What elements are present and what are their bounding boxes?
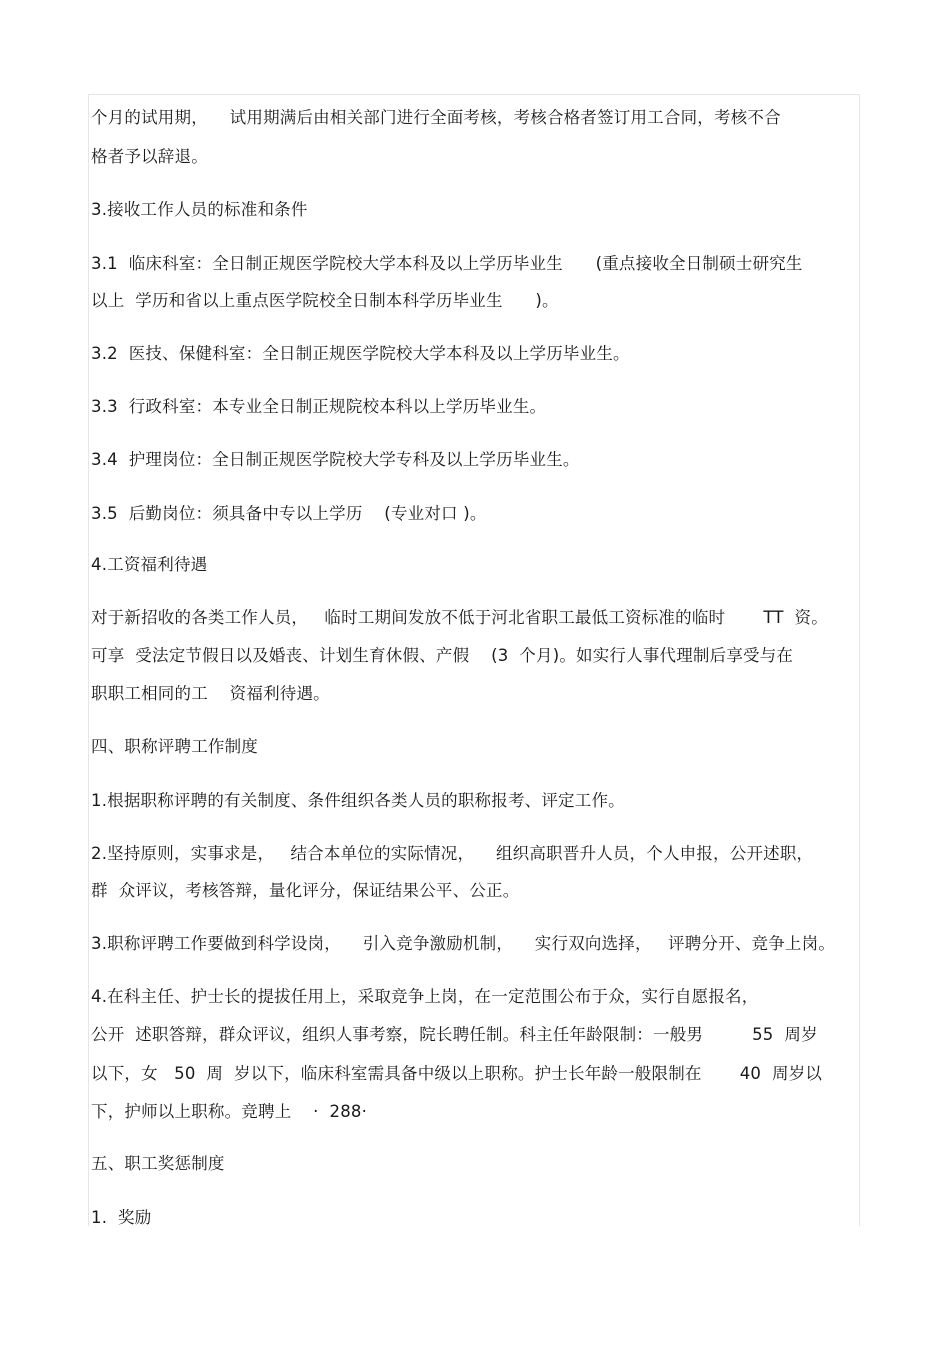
text-line: 3.1 临床科室：全日制正规医学院校大学本科及以上学历毕业生 (重点接收全日制硕士研究生 xyxy=(91,254,803,273)
chapter-heading: 四、职称评聘工作制度 xyxy=(91,737,258,756)
text-line: 以下，女 50 周 岁以下，临床科室需具备中级以上职称。护士长年龄一般限制在 40 周岁以 xyxy=(91,1064,823,1083)
chapter-heading: 五、职工奖惩制度 xyxy=(91,1154,225,1173)
section-heading: 3.接收工作人员的标准和条件 xyxy=(91,200,308,219)
text-line: 公开 述职答辩，群众评议，组织人事考察，院长聘任制。科主任年龄限制：一般男 55 周岁 xyxy=(91,1025,818,1044)
text-line: 以上 学历和省以上重点医学院校全日制本科学历毕业生 )。 xyxy=(91,291,559,310)
text-line: 3.职称评聘工作要做到科学设岗， 引入竞争激励机制， 实行双向选择， 评聘分开、竞争上岗。 xyxy=(91,934,836,953)
section-heading: 1. 奖励 xyxy=(91,1208,152,1227)
text-line: 3.2 医技、保健科室：全日制正规医学院校大学本科及以上学历毕业生。 xyxy=(91,344,630,363)
text-line: 4.在科主任、护士长的提拔任用上，采取竞争上岗，在一定范围公布于众，实行自愿报名， xyxy=(91,987,759,1006)
text-line: 对于新招收的各类工作人员， 临时工期间发放不低于河北省职工最低工资标准的临时 TT 资。 xyxy=(91,608,828,627)
text-line: 3.3 行政科室：本专业全日制正规院校本科以上学历毕业生。 xyxy=(91,397,547,416)
text-line: 个月的试用期， 试用期满后由相关部门进行全面考核，考核合格者签订用工合同，考核不合 xyxy=(91,108,781,127)
text-line: 3.5 后勤岗位：须具备中专以上学历 (专业对口 )。 xyxy=(91,504,487,523)
text-line: 下，护师以上职称。竞聘上 · 288· xyxy=(91,1102,368,1121)
text-line: 3.4 护理岗位：全日制正规医学院校大学专科及以上学历毕业生。 xyxy=(91,450,580,469)
text-line: 可享 受法定节假日以及婚丧、计划生育休假、产假 (3 个月)。如实行人事代理制后享受与在 xyxy=(91,646,794,665)
text-line: 1.根据职称评聘的有关制度、条件组织各类人员的职称报考、评定工作。 xyxy=(91,791,625,810)
text-line: 职职工相同的工 资福利待遇。 xyxy=(91,684,330,703)
section-heading: 4.工资福利待遇 xyxy=(91,555,208,574)
text-line: 群 众评议，考核答辩，量化评分，保证结果公平、公正。 xyxy=(91,881,520,900)
text-line: 格者予以辞退。 xyxy=(91,147,208,166)
text-line: 2.坚持原则，实事求是， 结合本单位的实际情况， 组织高职晋升人员，个人申报，公开述职， xyxy=(91,844,814,863)
